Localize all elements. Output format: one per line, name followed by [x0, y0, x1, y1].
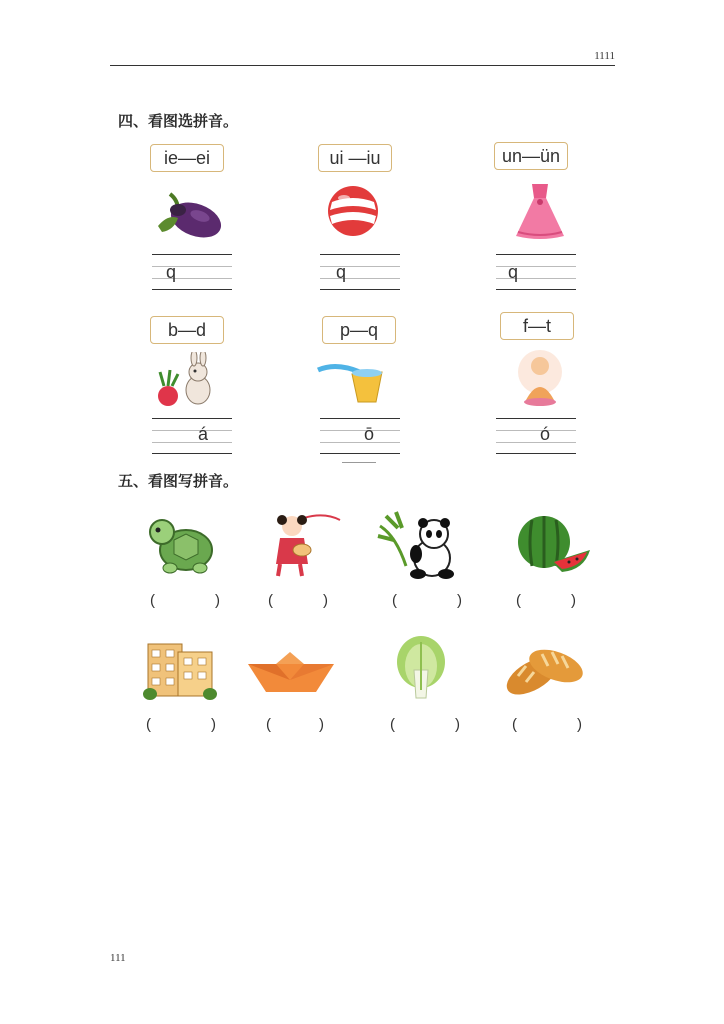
lead-letter-1: q: [166, 262, 177, 282]
option-box-6: f—t: [500, 312, 574, 340]
ball-icon: [326, 184, 380, 238]
option-box-1: ie—ei: [150, 144, 224, 172]
tone-vowel-5: ō: [364, 424, 375, 444]
lead-letter-3: q: [508, 262, 519, 282]
eggplant-icon: [148, 186, 228, 244]
panda-icon: [376, 506, 460, 580]
footer-page-number: 111: [110, 952, 126, 964]
drum-girl-icon: [264, 510, 342, 578]
writing-lines-5[interactable]: [320, 418, 400, 454]
skirt-icon: [512, 180, 568, 242]
writing-lines-4[interactable]: [152, 418, 232, 454]
header-rule: [110, 65, 615, 66]
writing-lines-6[interactable]: [496, 418, 576, 454]
bucket-icon: [316, 362, 388, 406]
option-box-3: un—ün: [494, 142, 568, 170]
option-box-5: p—q: [322, 316, 396, 344]
watermelon-icon: [514, 512, 592, 574]
writing-lines-2[interactable]: [320, 254, 400, 290]
divider-dash: [342, 462, 376, 463]
tone-vowel-6: ó: [540, 424, 551, 444]
rabbit-radish-icon: [150, 352, 220, 410]
turtle-icon: [146, 512, 216, 576]
building-icon: [142, 632, 218, 702]
cabbage-icon: [392, 630, 450, 702]
bread-icon: [502, 636, 586, 700]
writing-lines-1[interactable]: [152, 254, 232, 290]
header-page-number: 1111: [594, 50, 615, 62]
section5-title: 五、看图写拼音。: [118, 472, 239, 490]
buddha-icon: [516, 346, 564, 408]
option-box-2: ui —iu: [318, 144, 392, 172]
lead-letter-2: q: [336, 262, 347, 282]
paper-boat-icon: [246, 650, 336, 694]
option-box-4: b—d: [150, 316, 224, 344]
tone-vowel-4: á: [198, 424, 209, 444]
section4-title: 四、看图选拼音。: [118, 112, 239, 130]
